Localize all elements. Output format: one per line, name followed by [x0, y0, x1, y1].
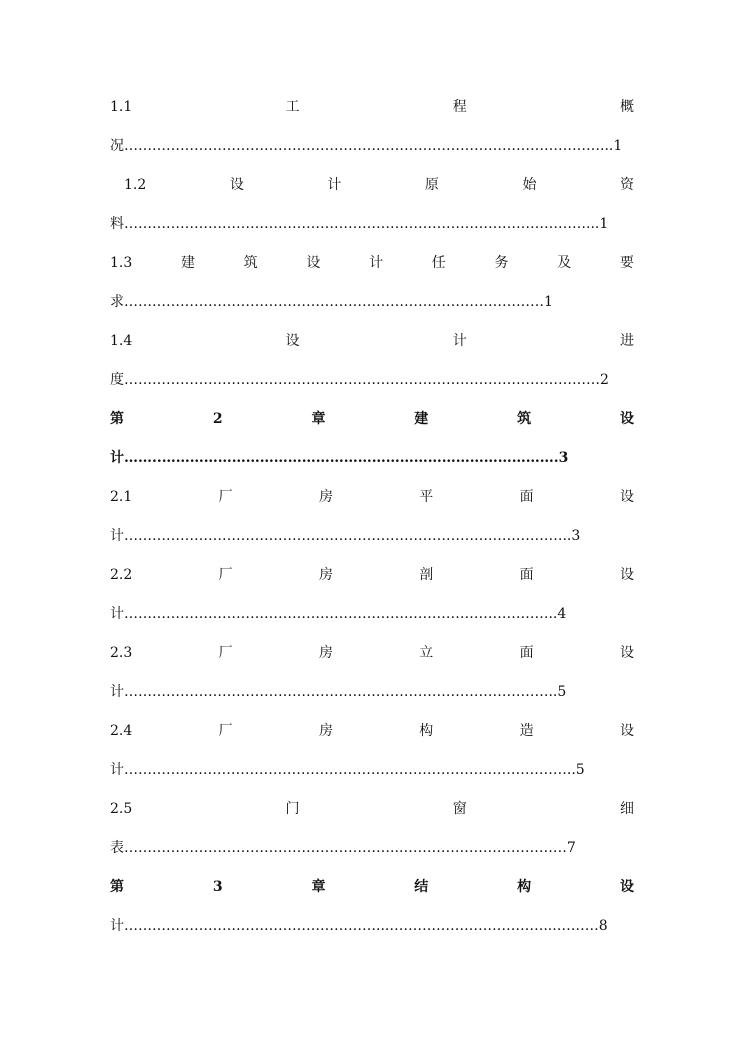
toc-token: 设	[619, 645, 634, 661]
toc-entry-1-4-leader[interactable]	[110, 367, 634, 393]
toc-entry-1-2-leader[interactable]	[110, 211, 634, 237]
toc-entry-1-2-heading[interactable]	[124, 172, 634, 198]
toc-token: 结	[414, 879, 429, 895]
toc-entry-2-1-heading[interactable]	[110, 484, 634, 510]
toc-token: 章	[311, 879, 326, 895]
toc-token: 概	[619, 99, 634, 115]
toc-leader-text: 计…………..………………………………………………………………………..5	[110, 762, 585, 778]
toc-token: 设	[619, 723, 634, 739]
toc-token: 程	[452, 99, 467, 115]
toc-token: 计	[452, 333, 467, 349]
toc-entry-2-5-leader[interactable]	[110, 835, 634, 861]
toc-token: 厂	[218, 489, 233, 505]
toc-leader-text: 计…………………………………………………….…………………………..4	[110, 606, 567, 622]
toc-leader-text: 度…………………………………………………………………………………………2	[110, 372, 609, 388]
toc-token: 务	[494, 255, 509, 271]
toc-leader-text: 表…………………………………………………..………………………………7	[110, 840, 576, 856]
toc-token: 房	[318, 489, 333, 505]
toc-leader-text: 况…………………………………………………………………………………………...1	[110, 138, 623, 154]
toc-token: 第	[110, 879, 124, 895]
toc-entry-1-1-heading[interactable]	[110, 94, 634, 120]
toc-token: 工	[285, 99, 300, 115]
toc-entry-2-2-heading[interactable]	[110, 562, 634, 588]
toc-leader-text: 计………………………………………………...……………………………...………8	[110, 918, 608, 934]
toc-token: 构	[517, 879, 532, 895]
toc-leader-text: 料………………………………………………………………………………………...1	[110, 216, 609, 232]
toc-leader-text: 计…………………………………………………………………….……………..3	[110, 528, 581, 544]
toc-token: 2.3	[110, 645, 133, 661]
toc-token: 剖	[419, 567, 434, 583]
toc-token: 房	[318, 645, 333, 661]
toc-token: 面	[519, 645, 534, 661]
toc-token: 门	[285, 801, 300, 817]
toc-token: 面	[519, 567, 534, 583]
toc-token: 设	[306, 255, 321, 271]
toc-token: 要	[619, 255, 634, 271]
toc-token: 1.2	[124, 177, 147, 193]
toc-token: 进	[619, 333, 634, 349]
toc-token: 资	[620, 177, 634, 193]
toc-token: 造	[519, 723, 534, 739]
toc-token: 设	[229, 177, 244, 193]
toc-token: 2	[212, 411, 223, 427]
toc-token: 章	[311, 411, 326, 427]
toc-entry-1-4-heading[interactable]	[110, 328, 634, 354]
toc-token: 2.4	[110, 723, 133, 739]
toc-token: 原	[424, 177, 439, 193]
toc-token: 第	[110, 411, 124, 427]
toc-token: 2.5	[110, 801, 133, 817]
toc-entry-1-3-leader[interactable]	[110, 289, 634, 315]
toc-entry-2-5-heading[interactable]	[110, 796, 634, 822]
toc-token: 1.1	[110, 99, 133, 115]
toc-token: 构	[419, 723, 434, 739]
toc-entry-1-1-leader[interactable]	[110, 133, 634, 159]
toc-token: 立	[419, 645, 434, 661]
toc-token: 房	[318, 567, 333, 583]
toc-chapter-3-heading[interactable]	[110, 874, 634, 900]
toc-token: 2.1	[110, 489, 133, 505]
toc-token: 3	[212, 879, 223, 895]
toc-token: 设	[619, 879, 634, 895]
toc-token: 设	[285, 333, 300, 349]
toc-token: 2.2	[110, 567, 133, 583]
toc-chapter-3-leader[interactable]	[110, 913, 634, 939]
toc-token: 窗	[452, 801, 467, 817]
toc-token: 计	[369, 255, 384, 271]
toc-entry-2-3-leader[interactable]	[110, 679, 634, 705]
toc-token: 面	[519, 489, 534, 505]
toc-token: 建	[414, 411, 429, 427]
toc-token: 1.3	[110, 255, 133, 271]
toc-chapter-2-heading[interactable]	[110, 406, 634, 432]
toc-token: 平	[419, 489, 434, 505]
toc-token: 筑	[517, 411, 532, 427]
toc-token: 厂	[218, 723, 233, 739]
toc-token: 始	[522, 177, 537, 193]
toc-token: 任	[431, 255, 446, 271]
toc-token: 设	[619, 411, 634, 427]
toc-chapter-2-leader[interactable]	[110, 445, 634, 471]
toc-token: 房	[318, 723, 333, 739]
toc-leader-text: 计……………………………………….………………………………………..5	[110, 684, 567, 700]
toc-token: 厂	[218, 567, 233, 583]
toc-entry-1-3-heading[interactable]	[110, 250, 634, 276]
toc-entry-2-4-heading[interactable]	[110, 718, 634, 744]
toc-token: 厂	[218, 645, 233, 661]
toc-leader-text: 求………………………………………………………………………………1	[110, 294, 553, 310]
toc-token: 设	[619, 489, 634, 505]
toc-token: 细	[619, 801, 634, 817]
toc-token: 筑	[243, 255, 258, 271]
toc-entry-2-4-leader[interactable]	[110, 757, 634, 783]
toc-token: 1.4	[110, 333, 133, 349]
toc-entry-2-1-leader[interactable]	[110, 523, 634, 549]
toc-entry-2-3-heading[interactable]	[110, 640, 634, 666]
toc-token: 设	[619, 567, 634, 583]
toc-leader-text: 计……..………………………………………………………………………….3	[110, 450, 569, 466]
toc-token: 计	[327, 177, 342, 193]
toc-token: 建	[180, 255, 195, 271]
toc-entry-2-2-leader[interactable]	[110, 601, 634, 627]
toc-token: 及	[557, 255, 572, 271]
